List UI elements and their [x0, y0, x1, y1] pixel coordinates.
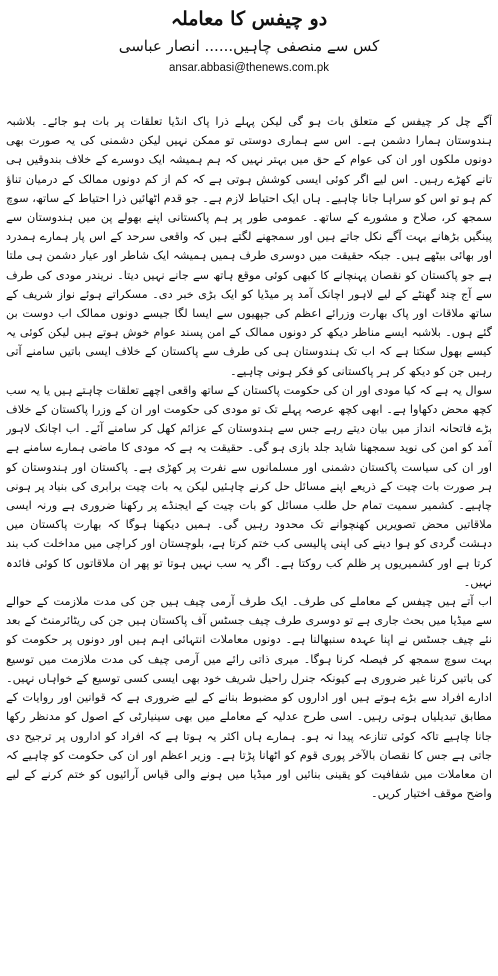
author-email: ansar.abbasi@thenews.com.pk — [169, 62, 329, 74]
article-paragraph: سوال یہ ہے کہ کیا مودی اور ان کی حکومت پاکستان کے ساتھ واقعی اچھے تعلقات چاہتے ہیں یا یہ سب کچھ محض دکھاوا ہے۔ ابھی کچھ عرصہ پہلے تک تو مودی کی حکومت اور ان کے وزرا پاکستان کے خلاف بڑے فاتحانہ انداز میں بیان دیتے رہے جس سے ہندوستان کے عزائم کھل کر سامنے آئے۔ اب اچانک لاہور آمد کو امن کی نوید سمجھنا شاید جلد بازی ہو گی۔ حقیقت یہ ہے کہ مودی کا ماضی ہمارے سامنے ہے اور ان کی سیاست پاکستان دشمنی اور مسلمانوں سے نفرت پر کھڑی ہے۔ پاکستان اور ہندوستان کو ہر صورت بات چیت کے ذریعے اپنے مسائل حل کرنے چاہئیں لیکن یہ بات چیت برابری کی بنیاد پر ہونی چاہیے۔ کشمیر سمیت تمام حل طلب مسائل کو بات چیت کے ایجنڈے پر رکھنا ضروری ہے ورنہ ایسی ملاقاتیں محض تصویریں کھنچوانے تک محدود رہیں گی۔ ہمیں دیکھنا ہوگا کہ بھارت پاکستان میں دہشت گردی کو ہوا دینے کی اپنی پالیسی کب ختم کرتا ہے، بلوچستان اور کراچی میں مداخلت کب بند کرتا ہے اور کشمیریوں پر ظلم کب روکتا ہے۔ اگر یہ سب نہیں ہوتا تو پھر ان ملاقاتوں کا کوئی فائدہ نہیں۔ — [6, 383, 492, 589]
article-paragraph: آگے چل کر چیفس کے متعلق بات ہو گی لیکن پہلے ذرا پاک انڈیا تعلقات پر بات ہو جائے۔ بلاشبہ ہندوستان ہمارا دشمن ہے۔ اس سے ہماری دوستی تو ممکن نہیں لیکن دشمنی کی یہ صورت بھی دونوں ملکوں اور ان کی عوام کے حق میں بہتر نہیں کہ ہم ہمیشہ ایک دوسرے کے خلاف بندوقیں ہی تانے کھڑے رہیں۔ اس لیے اگر کوئی ایسی کوشش ہوتی ہے کہ کم از کم دونوں ممالک کے درمیان تناؤ کم ہو تو اس کو سراہا جانا چاہیے۔ ہاں ایک احتیاط لازم ہے۔ جو قدم اٹھائیں ذرا احتیاط کے ساتھ، سوچ سمجھ کر، صلاح و مشورے کے ساتھ۔ عمومی طور پر ہم پاکستانی اپنے بھولے پن میں ہندوستان سے پینگیں بڑھانے بہت آگے نکل جاتے ہیں اور سمجھنے لگتے ہیں کہ واقعی سرحد کے اس پار ہمارے ہمدرد اور بھائی بیٹھے ہیں۔ جبکہ حقیقت میں دوسری طرف ہمیں ہمیشہ ایک شاطر اور عیار دشمن ہی ملتا ہے جو پاکستان کو نقصان پہنچانے کا کبھی کوئی موقع ہاتھ سے جانے نہیں دیتا۔ نریندر مودی کی طرف سے آج چند گھنٹے کے لیے لاہور اچانک آمد پر میڈیا کو ایک بڑی خبر دی۔ مسکراتے ہوئے نواز شریف کے ساتھ ملاقات اور پاک بھارت وزرائے اعظم کی جپھیوں سے ایسا لگا جیسے دونوں ممالک اب دوست بن گئے ہوں۔ بلاشبہ ایسے مناظر دیکھ کر دونوں ممالک کے امن پسند عوام خوش ہوتے ہیں لیکن کوئی یہ کیسے بھول سکتا ہے کہ اب تک ہندوستان ہی کی طرف سے پاکستان کے خلاف ایسی باتیں سامنے آتی رہیں جن کو دیکھ کر ہر پاکستانی کو فکر ہونی چاہیے۔ — [6, 115, 492, 378]
article-body — [6, 112, 492, 972]
article-paragraph: اب آتے ہیں چیفس کے معاملے کی طرف۔ ایک طرف آرمی چیف ہیں جن کی مدت ملازمت کے حوالے سے میڈیا میں بحث جاری ہے تو دوسری طرف چیف جسٹس آف پاکستان ہیں جن کی ریٹائرمنٹ کے بعد نئے چیف جسٹس نے اپنا عہدہ سنبھالنا ہے۔ دونوں معاملات انتہائی اہم ہیں اور دونوں پر حکومت کو بہت سوچ سمجھ کر فیصلہ کرنا ہوگا۔ میری ذاتی رائے میں آرمی چیف کی مدت ملازمت میں توسیع کی باتیں کرنا غیر ضروری ہے کیونکہ جنرل راحیل شریف خود بھی ایسی کسی توسیع کے خواہاں نہیں۔ ادارے افراد سے بڑے ہوتے ہیں اور اداروں کو مضبوط بنانے کے لیے ضروری ہے کہ قوانین اور روایات کے مطابق تبدیلیاں ہوتی رہیں۔ اسی طرح عدلیہ کے معاملے میں بھی سینیارٹی کے اصول کو مدنظر رکھا جانا چاہیے تاکہ کوئی تنازعہ پیدا نہ ہو۔ ہمارے ہاں اکثر یہ ہوتا ہے کہ افراد کو اداروں پر ترجیح دی جاتی ہے جس کا نقصان بالآخر پوری قوم کو اٹھانا پڑتا ہے۔ وزیر اعظم اور ان کی حکومت کو چاہیے کہ ان معاملات میں شفافیت کو یقینی بنائیں اور میڈیا میں ہونے والی قیاس آرائیوں کو ختم کرنے کے لیے واضح موقف اختیار کریں۔ — [6, 595, 492, 801]
article-title: دو چیفس کا معاملہ — [170, 8, 328, 30]
article-header — [0, 0, 498, 76]
article-byline: کس سے منصفی چاہیں...... انصار عباسی — [118, 37, 380, 55]
